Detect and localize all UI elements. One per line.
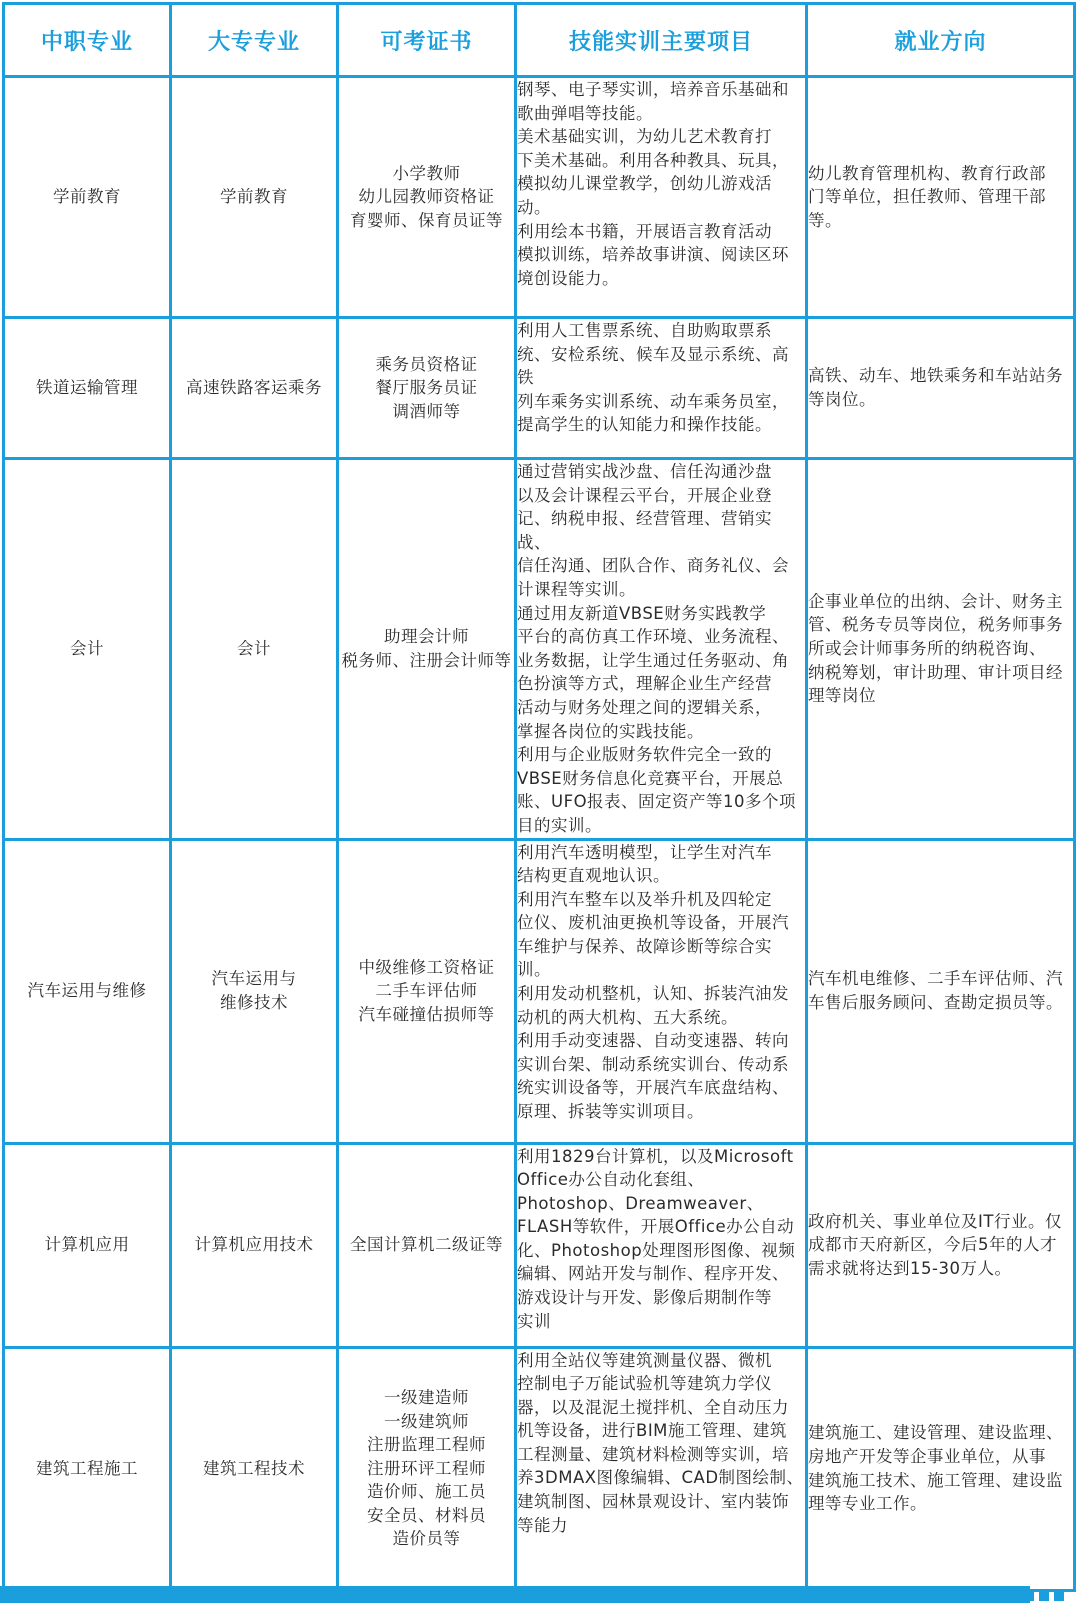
employment-cell: 幼儿教育管理机构、教育行政部 门等单位，担任教师、管理干部 等。 xyxy=(807,77,1075,318)
table-header-row xyxy=(4,4,1075,77)
college-major-cell: 学前教育 xyxy=(171,77,338,318)
employment-cell: 汽车机电维修、二手车评估师、汽 车售后服务顾问、查勘定损员等。 xyxy=(807,839,1075,1143)
secondary-major-cell: 学前教育 xyxy=(4,77,171,318)
certificates-cell: 乘务员资格证 餐厅服务员证 调酒师等 xyxy=(338,318,516,459)
secondary-major-cell: 建筑工程施工 xyxy=(4,1347,171,1590)
certificates-cell: 中级维修工资格证 二手车评估师 汽车碰撞估损师等 xyxy=(338,839,516,1143)
training-cell: 钢琴、电子琴实训，培养音乐基础和 歌曲弹唱等技能。 美术基础实训，为幼儿艺术教育打 下美术基础。利用各种教具、玩具， 模拟幼儿课堂教学，创幼儿游戏活 动。 利用绘本书籍，开展语言教育活动 模拟训练，培养故事讲演、阅读区环 境创设能力。 xyxy=(516,77,807,318)
employment-cell: 建筑施工、建设管理、建设监理、 房地产开发等企事业单位，从事 建筑施工技术、施工管理、建设监 理等专业工作。 xyxy=(807,1347,1075,1590)
header-training-projects: 技能实训主要项目 xyxy=(516,4,807,77)
college-major-cell: 高速铁路客运乘务 xyxy=(171,318,338,459)
college-major-cell: 计算机应用技术 xyxy=(171,1143,338,1347)
header-college-major: 大专专业 xyxy=(171,4,338,77)
employment-cell: 高铁、动车、地铁乘务和车站站务 等岗位。 xyxy=(807,318,1075,459)
majors-table xyxy=(2,2,1076,1592)
training-cell: 通过营销实战沙盘、信任沟通沙盘 以及会计课程云平台，开展企业登 记、纳税申报、经营管理、营销实战、 信任沟通、团队合作、商务礼仪、会 计课程等实训。 通过用友新道VBSE财务实践教学 平台的高仿真工作环境、业务流程、 业务数据，让学生通过任务驱动、角 色扮演等方式，理解企业生产经营 活动与财务处理之间的逻辑关系， 掌握各岗位的实践技能。 利用与企业版财务软件完全一致的 VBSE财务信息化竞赛平台，开展总 账、UFO报表、固定资产等10多个项 目的实训。 xyxy=(516,459,807,840)
dot-square xyxy=(1039,1589,1049,1601)
header-employment: 就业方向 xyxy=(807,4,1075,77)
employment-cell: 政府机关、事业单位及IT行业。仅 成都市天府新区，今后5年的人才 需求就将达到15-30万人。 xyxy=(807,1143,1075,1347)
college-major-cell: 会计 xyxy=(171,459,338,840)
certificates-cell: 助理会计师 税务师、注册会计师等 xyxy=(338,459,516,840)
dot-square xyxy=(1024,1589,1034,1601)
certificates-cell: 全国计算机二级证等 xyxy=(338,1143,516,1347)
header-certificates: 可考证书 xyxy=(338,4,516,77)
secondary-major-cell: 铁道运输管理 xyxy=(4,318,171,459)
training-cell: 利用人工售票系统、自助购取票系 统、安检系统、候车及显示系统、高铁 列车乘务实训系统、动车乘务员室， 提高学生的认知能力和操作技能。 xyxy=(516,318,807,459)
table-row xyxy=(4,459,1075,840)
table-row xyxy=(4,839,1075,1143)
secondary-major-cell: 会计 xyxy=(4,459,171,840)
employment-cell: 企事业单位的出纳、会计、财务主 管、税务专员等岗位，税务师事务 所或会计师事务所的纳税咨询、 纳税筹划，审计助理、审计项目经 理等岗位 xyxy=(807,459,1075,840)
dot-square xyxy=(1054,1589,1064,1601)
table-row xyxy=(4,318,1075,459)
training-cell: 利用1829台计算机，以及Microsoft Office办公自动化套组、 Photoshop、Dreamweaver、 FLASH等软件，开展Office办公自动 化、Photoshop处理图形图像、视频 编辑、网站开发与制作、程序开发、 游戏设计与开发、影像后期制作等 实训 xyxy=(516,1143,807,1347)
training-cell: 利用全站仪等建筑测量仪器、微机 控制电子万能试验机等建筑力学仪 器，以及混泥土搅拌机、全自动压力 机等设备，进行BIM施工管理、建筑 工程测量、建筑材料检测等实训，培 养3DMAX图像编辑、CAD制图绘制、 建筑制图、园林景观设计、室内装饰 等能力 xyxy=(516,1347,807,1590)
certificates-cell: 小学教师 幼儿园教师资格证 育婴师、保育员证等 xyxy=(338,77,516,318)
college-major-cell: 建筑工程技术 xyxy=(171,1347,338,1590)
bottom-accent-bar xyxy=(0,1586,1030,1603)
secondary-major-cell: 计算机应用 xyxy=(4,1143,171,1347)
table-row xyxy=(4,1347,1075,1590)
corner-dots-decoration xyxy=(1024,1589,1064,1601)
certificates-cell: 一级建造师 一级建筑师 注册监理工程师 注册环评工程师 造价师、施工员 安全员、材料员 造价员等 xyxy=(338,1347,516,1590)
college-major-cell: 汽车运用与 维修技术 xyxy=(171,839,338,1143)
training-cell: 利用汽车透明模型，让学生对汽车 结构更直观地认识。 利用汽车整车以及举升机及四轮定 位仪、废机油更换机等设备，开展汽 车维护与保养、故障诊断等综合实 训。 利用发动机整机，认知、拆装汽油发 动机的两大机构、五大系统。 利用手动变速器、自动变速器、转向 实训台架、制动系统实训台、传动系 统实训设备等，开展汽车底盘结构、 原理、拆装等实训项目。 xyxy=(516,839,807,1143)
table-row xyxy=(4,77,1075,318)
secondary-major-cell: 汽车运用与维修 xyxy=(4,839,171,1143)
table-row xyxy=(4,1143,1075,1347)
header-secondary-major: 中职专业 xyxy=(4,4,171,77)
